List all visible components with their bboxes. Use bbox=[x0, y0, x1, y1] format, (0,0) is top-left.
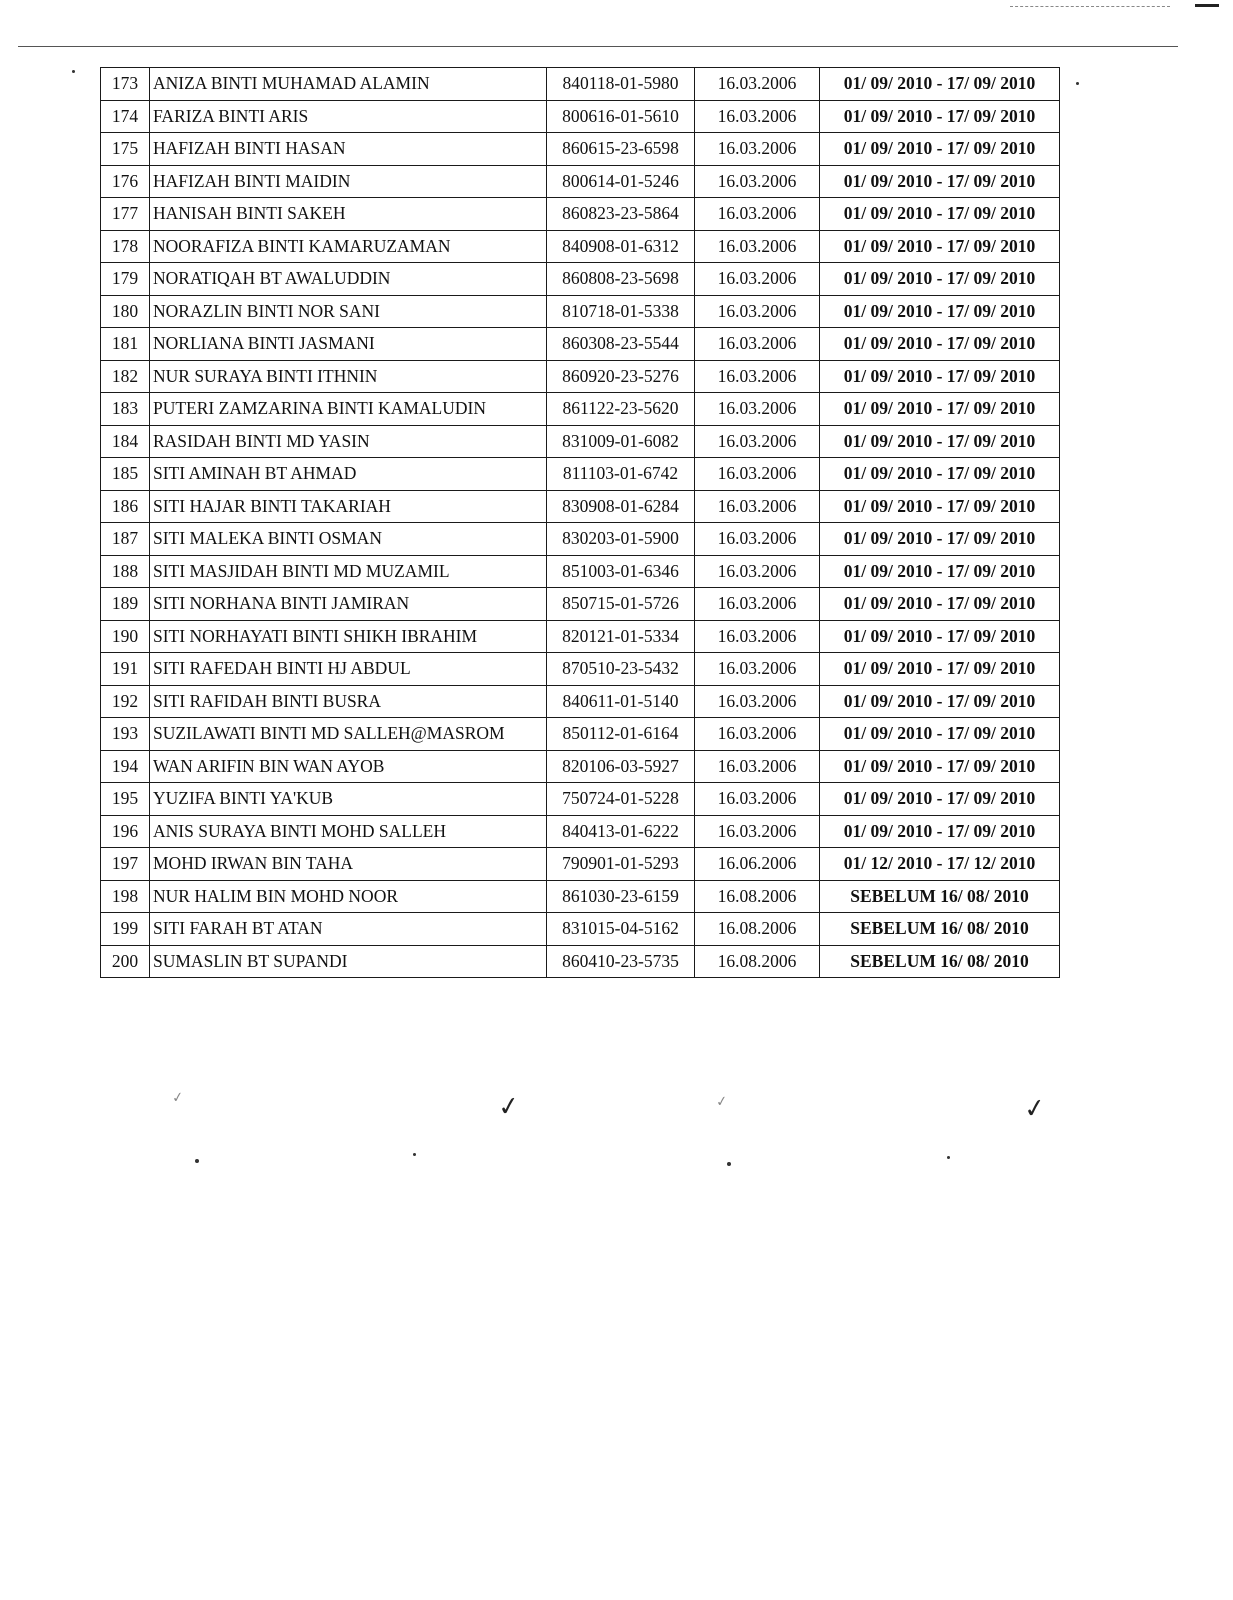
table-row bbox=[101, 230, 1060, 263]
row-number-cell: 191 bbox=[101, 653, 150, 686]
staff-name-cell: SITI MALEKA BINTI OSMAN bbox=[150, 523, 547, 556]
ic-number-cell: 850112-01-6164 bbox=[547, 718, 695, 751]
period-cell: 01/ 09/ 2010 - 17/ 09/ 2010 bbox=[820, 100, 1060, 133]
appointment-date-cell: 16.03.2006 bbox=[695, 165, 820, 198]
appointment-date-cell: 16.03.2006 bbox=[695, 328, 820, 361]
period-cell: 01/ 09/ 2010 - 17/ 09/ 2010 bbox=[820, 523, 1060, 556]
period-cell: 01/ 09/ 2010 - 17/ 09/ 2010 bbox=[820, 458, 1060, 491]
scan-artifact-dot bbox=[72, 70, 75, 73]
row-number-cell: 183 bbox=[101, 393, 150, 426]
staff-name-cell: YUZIFA BINTI YA'KUB bbox=[150, 783, 547, 816]
ic-number-cell: 860615-23-6598 bbox=[547, 133, 695, 166]
period-cell: 01/ 09/ 2010 - 17/ 09/ 2010 bbox=[820, 783, 1060, 816]
staff-name-cell: NOORAFIZA BINTI KAMARUZAMAN bbox=[150, 230, 547, 263]
row-number-cell: 176 bbox=[101, 165, 150, 198]
row-number-cell: 184 bbox=[101, 425, 150, 458]
period-cell: 01/ 12/ 2010 - 17/ 12/ 2010 bbox=[820, 848, 1060, 881]
row-number-cell: 174 bbox=[101, 100, 150, 133]
staff-name-cell: SITI RAFEDAH BINTI HJ ABDUL bbox=[150, 653, 547, 686]
table-row bbox=[101, 555, 1060, 588]
scan-artifact-rule bbox=[18, 46, 1178, 47]
row-number-cell: 181 bbox=[101, 328, 150, 361]
appointment-date-cell: 16.03.2006 bbox=[695, 588, 820, 621]
row-number-cell: 185 bbox=[101, 458, 150, 491]
row-number-cell: 178 bbox=[101, 230, 150, 263]
appointment-date-cell: 16.03.2006 bbox=[695, 230, 820, 263]
staff-name-cell: SUMASLIN BT SUPANDI bbox=[150, 945, 547, 978]
scan-artifact-mark bbox=[1195, 4, 1219, 7]
scan-artifact-dot bbox=[195, 1159, 199, 1163]
period-cell: 01/ 09/ 2010 - 17/ 09/ 2010 bbox=[820, 620, 1060, 653]
period-cell: SEBELUM 16/ 08/ 2010 bbox=[820, 913, 1060, 946]
staff-name-cell: NORLIANA BINTI JASMANI bbox=[150, 328, 547, 361]
table-row bbox=[101, 100, 1060, 133]
staff-name-cell: ANIZA BINTI MUHAMAD ALAMIN bbox=[150, 68, 547, 101]
period-cell: 01/ 09/ 2010 - 17/ 09/ 2010 bbox=[820, 360, 1060, 393]
staff-name-cell: SITI HAJAR BINTI TAKARIAH bbox=[150, 490, 547, 523]
appointment-date-cell: 16.03.2006 bbox=[695, 555, 820, 588]
table-row bbox=[101, 945, 1060, 978]
ic-number-cell: 870510-23-5432 bbox=[547, 653, 695, 686]
table-row bbox=[101, 783, 1060, 816]
tick-mark-1: ✓ bbox=[170, 1089, 185, 1107]
ic-number-cell: 800614-01-5246 bbox=[547, 165, 695, 198]
ic-number-cell: 840118-01-5980 bbox=[547, 68, 695, 101]
row-number-cell: 199 bbox=[101, 913, 150, 946]
table-row bbox=[101, 588, 1060, 621]
appointment-date-cell: 16.03.2006 bbox=[695, 295, 820, 328]
ic-number-cell: 820106-03-5927 bbox=[547, 750, 695, 783]
staff-name-cell: RASIDAH BINTI MD YASIN bbox=[150, 425, 547, 458]
ic-number-cell: 850715-01-5726 bbox=[547, 588, 695, 621]
staff-name-cell: HANISAH BINTI SAKEH bbox=[150, 198, 547, 231]
staff-name-cell: NUR SURAYA BINTI ITHNIN bbox=[150, 360, 547, 393]
staff-name-cell: SITI NORHANA BINTI JAMIRAN bbox=[150, 588, 547, 621]
appointment-date-cell: 16.03.2006 bbox=[695, 198, 820, 231]
row-number-cell: 182 bbox=[101, 360, 150, 393]
appointment-date-cell: 16.03.2006 bbox=[695, 783, 820, 816]
ic-number-cell: 860920-23-5276 bbox=[547, 360, 695, 393]
staff-name-cell: ANIS SURAYA BINTI MOHD SALLEH bbox=[150, 815, 547, 848]
table-row bbox=[101, 523, 1060, 556]
appointment-date-cell: 16.08.2006 bbox=[695, 945, 820, 978]
appointment-date-cell: 16.03.2006 bbox=[695, 490, 820, 523]
table-row bbox=[101, 490, 1060, 523]
period-cell: 01/ 09/ 2010 - 17/ 09/ 2010 bbox=[820, 328, 1060, 361]
row-number-cell: 177 bbox=[101, 198, 150, 231]
period-cell: 01/ 09/ 2010 - 17/ 09/ 2010 bbox=[820, 393, 1060, 426]
ic-number-cell: 820121-01-5334 bbox=[547, 620, 695, 653]
row-number-cell: 186 bbox=[101, 490, 150, 523]
tick-mark-2: ✓ bbox=[496, 1090, 522, 1124]
row-number-cell: 197 bbox=[101, 848, 150, 881]
row-number-cell: 188 bbox=[101, 555, 150, 588]
ic-number-cell: 851003-01-6346 bbox=[547, 555, 695, 588]
appointment-date-cell: 16.03.2006 bbox=[695, 393, 820, 426]
staff-name-cell: SITI RAFIDAH BINTI BUSRA bbox=[150, 685, 547, 718]
appointment-date-cell: 16.03.2006 bbox=[695, 458, 820, 491]
table-row bbox=[101, 848, 1060, 881]
appointment-date-cell: 16.08.2006 bbox=[695, 913, 820, 946]
ic-number-cell: 800616-01-5610 bbox=[547, 100, 695, 133]
row-number-cell: 196 bbox=[101, 815, 150, 848]
appointment-date-cell: 16.03.2006 bbox=[695, 68, 820, 101]
table-row bbox=[101, 685, 1060, 718]
table-row bbox=[101, 295, 1060, 328]
staff-name-cell: FARIZA BINTI ARIS bbox=[150, 100, 547, 133]
staff-name-cell: SITI NORHAYATI BINTI SHIKH IBRAHIM bbox=[150, 620, 547, 653]
appointment-date-cell: 16.03.2006 bbox=[695, 523, 820, 556]
period-cell: SEBELUM 16/ 08/ 2010 bbox=[820, 880, 1060, 913]
ic-number-cell: 830203-01-5900 bbox=[547, 523, 695, 556]
table-row bbox=[101, 328, 1060, 361]
staff-table-container bbox=[100, 67, 1057, 978]
ic-number-cell: 840413-01-6222 bbox=[547, 815, 695, 848]
table-row bbox=[101, 913, 1060, 946]
staff-name-cell: SITI AMINAH BT AHMAD bbox=[150, 458, 547, 491]
table-row bbox=[101, 68, 1060, 101]
period-cell: 01/ 09/ 2010 - 17/ 09/ 2010 bbox=[820, 165, 1060, 198]
ic-number-cell: 750724-01-5228 bbox=[547, 783, 695, 816]
table-row bbox=[101, 750, 1060, 783]
staff-name-cell: SITI MASJIDAH BINTI MD MUZAMIL bbox=[150, 555, 547, 588]
scan-artifact-dot bbox=[947, 1156, 950, 1159]
row-number-cell: 175 bbox=[101, 133, 150, 166]
staff-name-cell: SUZILAWATI BINTI MD SALLEH@MASROM bbox=[150, 718, 547, 751]
table-row bbox=[101, 815, 1060, 848]
period-cell: 01/ 09/ 2010 - 17/ 09/ 2010 bbox=[820, 815, 1060, 848]
ic-number-cell: 860410-23-5735 bbox=[547, 945, 695, 978]
ic-number-cell: 861122-23-5620 bbox=[547, 393, 695, 426]
period-cell: 01/ 09/ 2010 - 17/ 09/ 2010 bbox=[820, 263, 1060, 296]
staff-name-cell: NORATIQAH BT AWALUDDIN bbox=[150, 263, 547, 296]
appointment-date-cell: 16.03.2006 bbox=[695, 718, 820, 751]
table-row bbox=[101, 880, 1060, 913]
appointment-date-cell: 16.03.2006 bbox=[695, 133, 820, 166]
staff-name-cell: HAFIZAH BINTI MAIDIN bbox=[150, 165, 547, 198]
appointment-date-cell: 16.03.2006 bbox=[695, 685, 820, 718]
table-row bbox=[101, 133, 1060, 166]
period-cell: SEBELUM 16/ 08/ 2010 bbox=[820, 945, 1060, 978]
ic-number-cell: 860808-23-5698 bbox=[547, 263, 695, 296]
table-row bbox=[101, 263, 1060, 296]
ic-number-cell: 830908-01-6284 bbox=[547, 490, 695, 523]
period-cell: 01/ 09/ 2010 - 17/ 09/ 2010 bbox=[820, 198, 1060, 231]
period-cell: 01/ 09/ 2010 - 17/ 09/ 2010 bbox=[820, 685, 1060, 718]
row-number-cell: 189 bbox=[101, 588, 150, 621]
row-number-cell: 179 bbox=[101, 263, 150, 296]
staff-name-cell: NORAZLIN BINTI NOR SANI bbox=[150, 295, 547, 328]
staff-name-cell: NUR HALIM BIN MOHD NOOR bbox=[150, 880, 547, 913]
scan-artifact-dot bbox=[727, 1162, 731, 1166]
ic-number-cell: 811103-01-6742 bbox=[547, 458, 695, 491]
row-number-cell: 173 bbox=[101, 68, 150, 101]
period-cell: 01/ 09/ 2010 - 17/ 09/ 2010 bbox=[820, 653, 1060, 686]
ic-number-cell: 860823-23-5864 bbox=[547, 198, 695, 231]
row-number-cell: 187 bbox=[101, 523, 150, 556]
tick-mark-4: ✓ bbox=[1022, 1092, 1048, 1126]
table-row bbox=[101, 198, 1060, 231]
period-cell: 01/ 09/ 2010 - 17/ 09/ 2010 bbox=[820, 133, 1060, 166]
appointment-date-cell: 16.08.2006 bbox=[695, 880, 820, 913]
ic-number-cell: 840908-01-6312 bbox=[547, 230, 695, 263]
ic-number-cell: 860308-23-5544 bbox=[547, 328, 695, 361]
period-cell: 01/ 09/ 2010 - 17/ 09/ 2010 bbox=[820, 425, 1060, 458]
scan-artifact-dot bbox=[1076, 82, 1079, 85]
row-number-cell: 192 bbox=[101, 685, 150, 718]
period-cell: 01/ 09/ 2010 - 17/ 09/ 2010 bbox=[820, 490, 1060, 523]
table-row bbox=[101, 165, 1060, 198]
ic-number-cell: 810718-01-5338 bbox=[547, 295, 695, 328]
row-number-cell: 180 bbox=[101, 295, 150, 328]
appointment-date-cell: 16.03.2006 bbox=[695, 100, 820, 133]
table-row bbox=[101, 620, 1060, 653]
period-cell: 01/ 09/ 2010 - 17/ 09/ 2010 bbox=[820, 68, 1060, 101]
period-cell: 01/ 09/ 2010 - 17/ 09/ 2010 bbox=[820, 230, 1060, 263]
period-cell: 01/ 09/ 2010 - 17/ 09/ 2010 bbox=[820, 718, 1060, 751]
row-number-cell: 193 bbox=[101, 718, 150, 751]
row-number-cell: 195 bbox=[101, 783, 150, 816]
staff-name-cell: SITI FARAH BT ATAN bbox=[150, 913, 547, 946]
table-row bbox=[101, 360, 1060, 393]
staff-name-cell: MOHD IRWAN BIN TAHA bbox=[150, 848, 547, 881]
appointment-date-cell: 16.03.2006 bbox=[695, 263, 820, 296]
appointment-date-cell: 16.03.2006 bbox=[695, 425, 820, 458]
appointment-date-cell: 16.03.2006 bbox=[695, 360, 820, 393]
staff-name-cell: WAN ARIFIN BIN WAN AYOB bbox=[150, 750, 547, 783]
table-row bbox=[101, 458, 1060, 491]
row-number-cell: 200 bbox=[101, 945, 150, 978]
appointment-date-cell: 16.06.2006 bbox=[695, 848, 820, 881]
scan-artifact-dot bbox=[413, 1153, 416, 1156]
row-number-cell: 198 bbox=[101, 880, 150, 913]
staff-name-cell: HAFIZAH BINTI HASAN bbox=[150, 133, 547, 166]
ic-number-cell: 861030-23-6159 bbox=[547, 880, 695, 913]
period-cell: 01/ 09/ 2010 - 17/ 09/ 2010 bbox=[820, 555, 1060, 588]
appointment-date-cell: 16.03.2006 bbox=[695, 815, 820, 848]
period-cell: 01/ 09/ 2010 - 17/ 09/ 2010 bbox=[820, 295, 1060, 328]
table-row bbox=[101, 393, 1060, 426]
row-number-cell: 190 bbox=[101, 620, 150, 653]
ic-number-cell: 831015-04-5162 bbox=[547, 913, 695, 946]
staff-table-body bbox=[101, 68, 1060, 978]
ic-number-cell: 790901-01-5293 bbox=[547, 848, 695, 881]
ic-number-cell: 831009-01-6082 bbox=[547, 425, 695, 458]
staff-table bbox=[100, 67, 1060, 978]
table-row bbox=[101, 653, 1060, 686]
period-cell: 01/ 09/ 2010 - 17/ 09/ 2010 bbox=[820, 588, 1060, 621]
table-row bbox=[101, 425, 1060, 458]
appointment-date-cell: 16.03.2006 bbox=[695, 750, 820, 783]
table-row bbox=[101, 718, 1060, 751]
row-number-cell: 194 bbox=[101, 750, 150, 783]
ic-number-cell: 840611-01-5140 bbox=[547, 685, 695, 718]
appointment-date-cell: 16.03.2006 bbox=[695, 653, 820, 686]
staff-name-cell: PUTERI ZAMZARINA BINTI KAMALUDIN bbox=[150, 393, 547, 426]
tick-mark-3: ✓ bbox=[714, 1093, 729, 1111]
scan-artifact-line bbox=[1010, 6, 1170, 7]
period-cell: 01/ 09/ 2010 - 17/ 09/ 2010 bbox=[820, 750, 1060, 783]
appointment-date-cell: 16.03.2006 bbox=[695, 620, 820, 653]
